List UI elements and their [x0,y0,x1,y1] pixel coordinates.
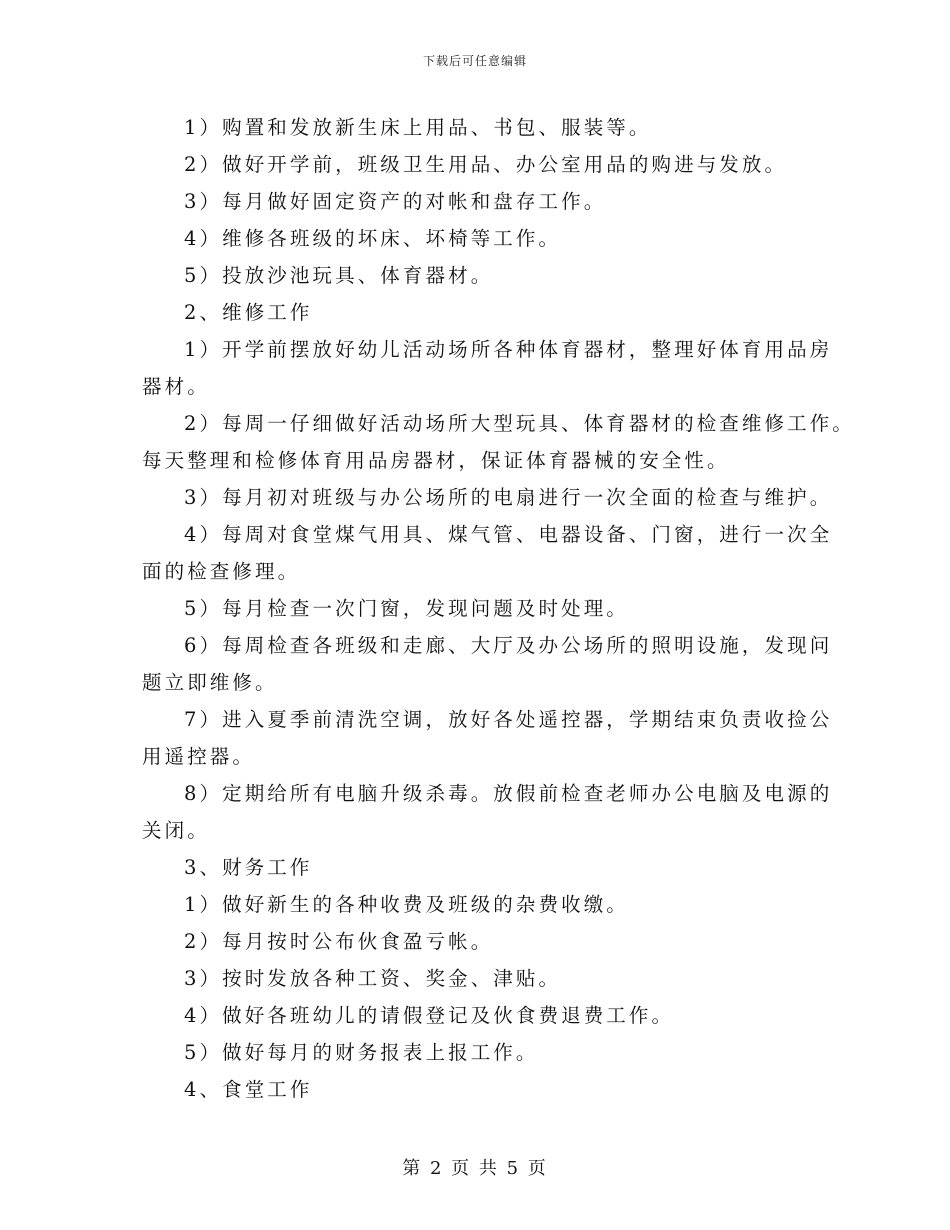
text-line: 8）定期给所有电脑升级杀毒。放假前检查老师办公电脑及电源的 [184,782,833,805]
text-line: 器材。 [142,375,210,398]
text-line: 5）投放沙池玩具、体育器材。 [184,264,494,287]
text-line: 3）每月初对班级与办公场所的电扇进行一次全面的检查与维护。 [184,486,833,509]
text-line: 5）做好每月的财务报表上报工作。 [184,1041,539,1064]
text-line: 1）开学前摆放好幼儿活动场所各种体育器材，整理好体育用品房 [184,338,833,361]
text-line: 3、财务工作 [184,856,313,879]
text-line: 3）每月做好固定资产的对帐和盘存工作。 [184,190,607,213]
page-header: 下载后可任意编辑 [422,54,527,68]
text-line: 题立即维修。 [142,671,278,694]
text-line: 4）每周对食堂煤气用具、煤气管、电器设备、门窗，进行一次全 [184,523,833,546]
text-line: 面的检查修理。 [142,560,301,583]
text-line: 2）每周一仔细做好活动场所大型玩具、体育器材的检查维修工作。 [184,412,855,435]
text-line: 关闭。 [142,819,210,842]
text-line: 2）每月按时公布伙食盈亏帐。 [184,930,494,953]
text-line: 2、维修工作 [184,301,313,324]
document-body [142,109,855,1108]
text-line: 4、食堂工作 [184,1078,313,1101]
text-line: 1）购置和发放新生床上用品、书包、服装等。 [184,116,652,139]
text-line: 每天整理和检修体育用品房器材，保证体育器械的安全性。 [142,449,730,472]
text-line: 4）维修各班级的坏床、坏椅等工作。 [184,227,562,250]
text-line: 4）做好各班幼儿的请假登记及伙食费退费工作。 [184,1004,675,1027]
text-line: 用遥控器。 [142,745,256,768]
page-footer: 第 2 页 共 5 页 [402,1158,548,1179]
text-line: 3）按时发放各种工资、奖金、津贴。 [184,967,562,990]
text-line: 6）每周检查各班级和走廊、大厅及办公场所的照明设施，发现问 [184,634,833,657]
text-line: 2）做好开学前，班级卫生用品、办公室用品的购进与发放。 [184,153,788,176]
text-line: 1）做好新生的各种收费及班级的杂费收缴。 [184,893,629,916]
text-line: 7）进入夏季前清洗空调，放好各处遥控器，学期结束负责收捡公 [184,708,833,731]
text-line: 5）每月检查一次门窗，发现问题及时处理。 [184,597,629,620]
